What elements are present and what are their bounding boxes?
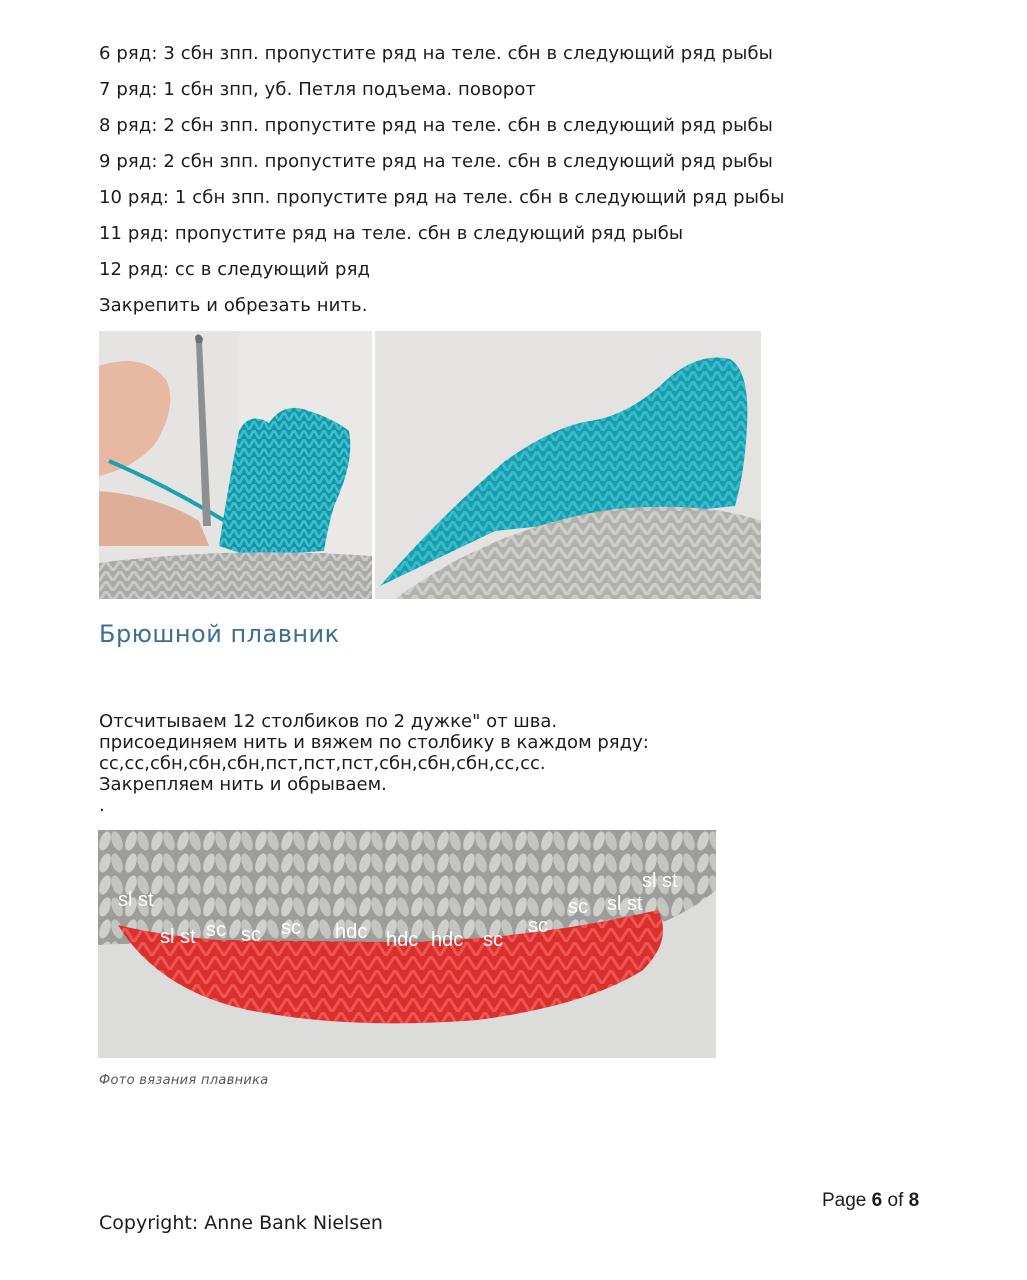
photo-hook-fin [99, 331, 372, 599]
stitch-label-1: sl st [118, 889, 154, 911]
stitch-label-13: sl st [642, 870, 678, 892]
fin-instructions [99, 711, 649, 816]
stitch-label-9: sc [483, 929, 503, 951]
stitch-label-12: sl st [607, 893, 643, 915]
fin-line-1: Отсчитываем 12 столбиков по 2 дужке" от шва. [99, 711, 558, 732]
stitch-label-3: sc [206, 919, 226, 941]
fin-line-2: присоединяем нить и вяжем по столбику в каждом ряду: [99, 732, 649, 753]
photo-ventral-fin [98, 830, 716, 1058]
row-6: 6 ряд: 3 сбн зпп. пропустите ряд на теле. сбн в следующий ряд рыбы [99, 43, 773, 64]
stitch-label-7: hdc [386, 929, 419, 951]
fin-line-4: Закрепляем нить и обрываем. [99, 774, 387, 795]
section-heading: Брюшной плавник [99, 620, 340, 648]
page-number [822, 1190, 919, 1212]
page-total: 8 [908, 1190, 920, 1211]
row-10: 10 ряд: 1 сбн зпп. пропустите ряд на теле. сбн в следующий ряд рыбы [99, 187, 785, 208]
stitch-label-6: hdc [335, 921, 368, 943]
row-12: 12 ряд: сс в следующий ряд [99, 259, 371, 280]
photo-caption: Фото вязания плавника [99, 1073, 269, 1088]
stitch-label-11: sc [568, 896, 588, 918]
stitch-label-2: sl st [160, 926, 196, 948]
stitch-label-8: hdc [431, 929, 464, 951]
page-of: of [887, 1190, 904, 1211]
page-current: 6 [871, 1190, 883, 1211]
fin-line-5: . [99, 795, 105, 816]
row-9: 9 ряд: 2 сбн зпп. пропустите ряд на теле. сбн в следующий ряд рыбы [99, 151, 773, 172]
row-8: 8 ряд: 2 сбн зпп. пропустите ряд на теле. сбн в следующий ряд рыбы [99, 115, 773, 136]
stitch-label-10: sc [528, 915, 548, 937]
photo-dorsal-fin [375, 331, 761, 599]
page-prefix: Page [822, 1190, 867, 1211]
stitch-label-4: sc [241, 924, 261, 946]
copyright: Copyright: Anne Bank Nielsen [99, 1212, 383, 1234]
fin-line-3: сс,сс,сбн,сбн,сбн,пст,пст,пст,сбн,сбн,сбн,сс,сс. [99, 753, 546, 774]
stitch-label-5: sc [281, 917, 301, 939]
row-11: 11 ряд: пропустите ряд на теле. сбн в следующий ряд рыбы [99, 223, 684, 244]
row-7: 7 ряд: 1 сбн зпп, уб. Петля подъема. поворот [99, 79, 537, 100]
fasten-off-text: Закрепить и обрезать нить. [99, 295, 368, 316]
